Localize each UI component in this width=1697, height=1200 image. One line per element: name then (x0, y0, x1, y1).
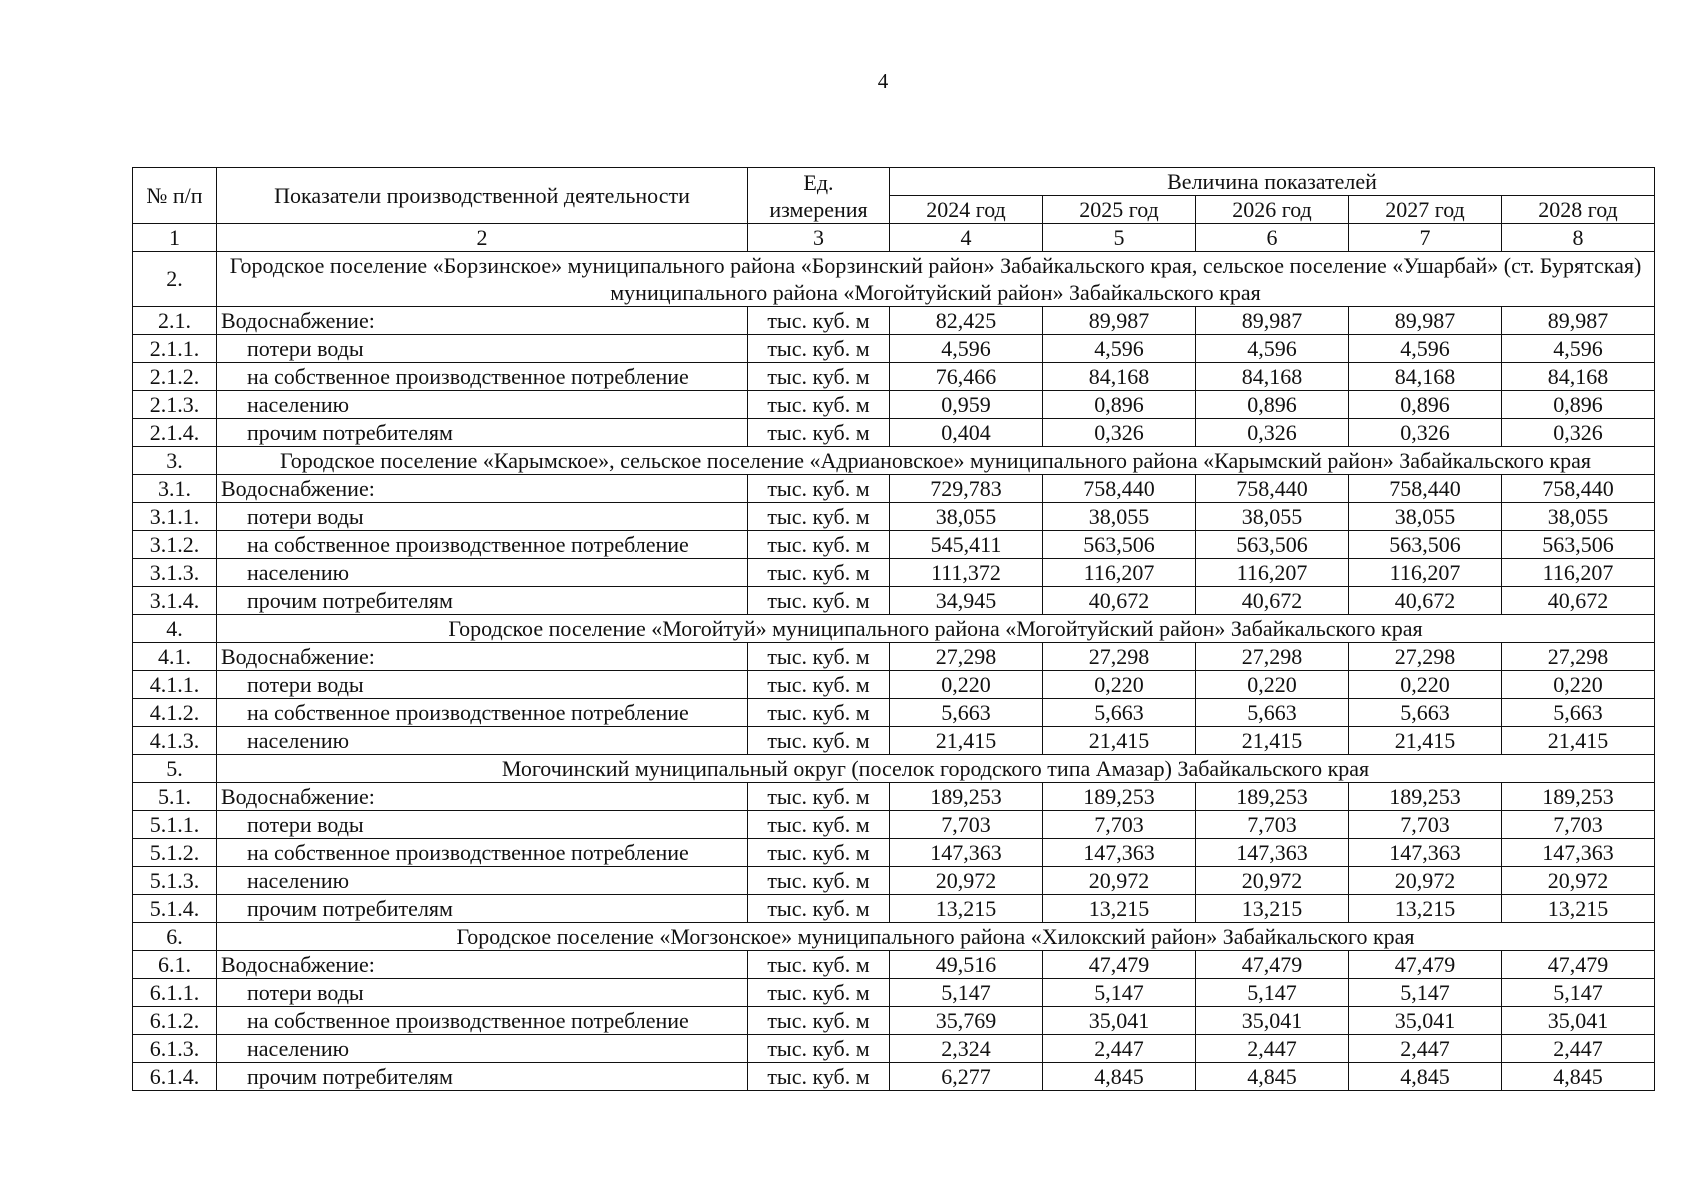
row-value: 35,769 (890, 1007, 1043, 1035)
column-number: 3 (748, 224, 890, 252)
row-value: 563,506 (1196, 531, 1349, 559)
row-value: 147,363 (1196, 839, 1349, 867)
table-row (133, 699, 1655, 727)
row-value: 758,440 (1196, 475, 1349, 503)
row-value: 27,298 (1196, 643, 1349, 671)
row-label: потери воды (217, 671, 748, 699)
row-value: 5,147 (1043, 979, 1196, 1007)
row-value: 84,168 (1349, 363, 1502, 391)
row-number: 5.1.4. (133, 895, 217, 923)
section-row (133, 923, 1655, 951)
table-row (133, 727, 1655, 755)
table-row (133, 839, 1655, 867)
row-unit: тыс. куб. м (748, 1063, 890, 1091)
row-value: 189,253 (890, 783, 1043, 811)
row-value: 0,326 (1502, 419, 1655, 447)
section-title: Городское поселение «Могзонское» муниципального района «Хилокский район» Забайкальского края (217, 923, 1655, 951)
row-number: 2.1.1. (133, 335, 217, 363)
section-number: 4. (133, 615, 217, 643)
row-value: 0,220 (890, 671, 1043, 699)
row-unit: тыс. куб. м (748, 783, 890, 811)
row-number: 6.1.4. (133, 1063, 217, 1091)
table-row (133, 867, 1655, 895)
row-value: 84,168 (1196, 363, 1349, 391)
row-value: 40,672 (1043, 587, 1196, 615)
table-row (133, 531, 1655, 559)
row-value: 27,298 (890, 643, 1043, 671)
row-unit: тыс. куб. м (748, 419, 890, 447)
table-row (133, 951, 1655, 979)
row-unit: тыс. куб. м (748, 867, 890, 895)
row-value: 27,298 (1043, 643, 1196, 671)
row-label: на собственное производственное потребление (217, 839, 748, 867)
row-number: 3.1. (133, 475, 217, 503)
row-value: 5,663 (1043, 699, 1196, 727)
row-number: 5.1.3. (133, 867, 217, 895)
row-label: прочим потребителям (217, 895, 748, 923)
table-row (133, 671, 1655, 699)
row-number: 6.1.2. (133, 1007, 217, 1035)
table-row (133, 363, 1655, 391)
row-number: 5.1. (133, 783, 217, 811)
row-value: 89,987 (1043, 307, 1196, 335)
row-number: 4.1.1. (133, 671, 217, 699)
row-value: 34,945 (890, 587, 1043, 615)
row-value: 563,506 (1043, 531, 1196, 559)
row-unit: тыс. куб. м (748, 727, 890, 755)
row-unit: тыс. куб. м (748, 559, 890, 587)
row-value: 2,324 (890, 1035, 1043, 1063)
row-value: 7,703 (1196, 811, 1349, 839)
table-row (133, 419, 1655, 447)
row-value: 47,479 (1502, 951, 1655, 979)
column-number: 5 (1043, 224, 1196, 252)
row-value: 38,055 (890, 503, 1043, 531)
row-unit: тыс. куб. м (748, 979, 890, 1007)
row-value: 84,168 (1502, 363, 1655, 391)
row-value: 5,147 (1349, 979, 1502, 1007)
row-value: 49,516 (890, 951, 1043, 979)
section-row (133, 447, 1655, 475)
row-value: 89,987 (1349, 307, 1502, 335)
row-value: 21,415 (1349, 727, 1502, 755)
row-number: 3.1.2. (133, 531, 217, 559)
row-value: 189,253 (1196, 783, 1349, 811)
table-row (133, 391, 1655, 419)
row-value: 5,147 (1196, 979, 1349, 1007)
row-unit: тыс. куб. м (748, 895, 890, 923)
indicator-table (132, 167, 1655, 1091)
row-value: 147,363 (890, 839, 1043, 867)
row-value: 21,415 (1196, 727, 1349, 755)
row-label: населению (217, 867, 748, 895)
row-value: 4,596 (1502, 335, 1655, 363)
row-value: 13,215 (1349, 895, 1502, 923)
row-value: 2,447 (1196, 1035, 1349, 1063)
row-label: на собственное производственное потребление (217, 1007, 748, 1035)
column-numbering-row (133, 224, 1655, 252)
row-number: 3.1.3. (133, 559, 217, 587)
row-value: 21,415 (1502, 727, 1655, 755)
header-unit: Ед. измерения (748, 168, 890, 224)
header-year: 2025 год (1043, 196, 1196, 224)
row-number: 6.1.3. (133, 1035, 217, 1063)
header-year: 2028 год (1502, 196, 1655, 224)
row-number: 4.1. (133, 643, 217, 671)
row-label: потери воды (217, 811, 748, 839)
row-value: 27,298 (1502, 643, 1655, 671)
row-unit: тыс. куб. м (748, 1007, 890, 1035)
row-unit: тыс. куб. м (748, 531, 890, 559)
row-label: Водоснабжение: (217, 475, 748, 503)
row-label: на собственное производственное потребление (217, 531, 748, 559)
row-number: 6.1.1. (133, 979, 217, 1007)
row-value: 40,672 (1196, 587, 1349, 615)
row-value: 545,411 (890, 531, 1043, 559)
section-title: Городское поселение «Могойтуй» муниципального района «Могойтуйский район» Забайкальского края (217, 615, 1655, 643)
row-value: 40,672 (1502, 587, 1655, 615)
row-value: 20,972 (1043, 867, 1196, 895)
header-row (133, 168, 1655, 196)
row-value: 0,326 (1043, 419, 1196, 447)
row-number: 2.1. (133, 307, 217, 335)
row-value: 111,372 (890, 559, 1043, 587)
row-value: 47,479 (1196, 951, 1349, 979)
row-value: 35,041 (1043, 1007, 1196, 1035)
header-year: 2026 год (1196, 196, 1349, 224)
row-value: 4,596 (1196, 335, 1349, 363)
column-number: 8 (1502, 224, 1655, 252)
row-unit: тыс. куб. м (748, 307, 890, 335)
header-values: Величина показателей (890, 168, 1655, 196)
row-value: 5,147 (890, 979, 1043, 1007)
row-number: 2.1.3. (133, 391, 217, 419)
row-value: 35,041 (1349, 1007, 1502, 1035)
table-row (133, 895, 1655, 923)
column-number: 1 (133, 224, 217, 252)
table-row (133, 307, 1655, 335)
row-value: 189,253 (1502, 783, 1655, 811)
header-number: № п/п (133, 168, 217, 224)
row-label: населению (217, 727, 748, 755)
row-number: 5.1.2. (133, 839, 217, 867)
header-year: 2024 год (890, 196, 1043, 224)
row-value: 2,447 (1502, 1035, 1655, 1063)
row-value: 5,663 (890, 699, 1043, 727)
row-value: 38,055 (1043, 503, 1196, 531)
section-number: 2. (133, 252, 217, 307)
row-value: 0,220 (1349, 671, 1502, 699)
row-unit: тыс. куб. м (748, 671, 890, 699)
row-number: 4.1.2. (133, 699, 217, 727)
row-unit: тыс. куб. м (748, 643, 890, 671)
row-value: 0,959 (890, 391, 1043, 419)
row-value: 758,440 (1043, 475, 1196, 503)
row-value: 38,055 (1196, 503, 1349, 531)
row-value: 4,596 (1043, 335, 1196, 363)
row-label: населению (217, 1035, 748, 1063)
table-row (133, 811, 1655, 839)
section-number: 3. (133, 447, 217, 475)
row-value: 0,326 (1196, 419, 1349, 447)
table-row (133, 1035, 1655, 1063)
row-unit: тыс. куб. м (748, 951, 890, 979)
row-value: 0,896 (1043, 391, 1196, 419)
row-value: 189,253 (1349, 783, 1502, 811)
row-value: 5,663 (1502, 699, 1655, 727)
header-indicator: Показатели производственной деятельности (217, 168, 748, 224)
row-value: 7,703 (1349, 811, 1502, 839)
row-value: 0,896 (1196, 391, 1349, 419)
section-number: 5. (133, 755, 217, 783)
row-value: 563,506 (1502, 531, 1655, 559)
row-number: 3.1.1. (133, 503, 217, 531)
row-unit: тыс. куб. м (748, 811, 890, 839)
column-number: 6 (1196, 224, 1349, 252)
row-unit: тыс. куб. м (748, 391, 890, 419)
table-row (133, 643, 1655, 671)
row-value: 7,703 (1043, 811, 1196, 839)
row-value: 35,041 (1502, 1007, 1655, 1035)
row-value: 0,220 (1502, 671, 1655, 699)
row-number: 6.1. (133, 951, 217, 979)
section-title: Городское поселение «Карымское», сельское поселение «Адриановское» муниципального района «Карымский район» Забайкальского края (217, 447, 1655, 475)
row-value: 84,168 (1043, 363, 1196, 391)
row-value: 7,703 (1502, 811, 1655, 839)
row-value: 47,479 (1043, 951, 1196, 979)
row-value: 4,596 (890, 335, 1043, 363)
row-value: 0,404 (890, 419, 1043, 447)
row-label: на собственное производственное потребление (217, 363, 748, 391)
row-value: 4,845 (1349, 1063, 1502, 1091)
row-value: 38,055 (1502, 503, 1655, 531)
row-value: 147,363 (1043, 839, 1196, 867)
row-value: 6,277 (890, 1063, 1043, 1091)
table-row (133, 1063, 1655, 1091)
row-value: 563,506 (1349, 531, 1502, 559)
row-value: 82,425 (890, 307, 1043, 335)
table-row (133, 587, 1655, 615)
row-label: прочим потребителям (217, 419, 748, 447)
row-unit: тыс. куб. м (748, 475, 890, 503)
row-number: 5.1.1. (133, 811, 217, 839)
row-value: 0,326 (1349, 419, 1502, 447)
row-number: 3.1.4. (133, 587, 217, 615)
row-value: 116,207 (1196, 559, 1349, 587)
row-value: 21,415 (1043, 727, 1196, 755)
row-unit: тыс. куб. м (748, 1035, 890, 1063)
row-unit: тыс. куб. м (748, 699, 890, 727)
row-value: 35,041 (1196, 1007, 1349, 1035)
row-label: потери воды (217, 503, 748, 531)
row-value: 2,447 (1349, 1035, 1502, 1063)
column-number: 7 (1349, 224, 1502, 252)
row-label: Водоснабжение: (217, 951, 748, 979)
row-number: 4.1.3. (133, 727, 217, 755)
row-value: 27,298 (1349, 643, 1502, 671)
row-unit: тыс. куб. м (748, 335, 890, 363)
row-unit: тыс. куб. м (748, 503, 890, 531)
row-value: 5,663 (1349, 699, 1502, 727)
table-row (133, 783, 1655, 811)
row-value: 7,703 (890, 811, 1043, 839)
column-number: 4 (890, 224, 1043, 252)
table-body (133, 168, 1655, 1091)
section-row (133, 755, 1655, 783)
table-row (133, 335, 1655, 363)
page-number: 4 (877, 69, 889, 93)
table-row (133, 1007, 1655, 1035)
column-number: 2 (217, 224, 748, 252)
row-unit: тыс. куб. м (748, 363, 890, 391)
table-row (133, 475, 1655, 503)
row-value: 47,479 (1349, 951, 1502, 979)
row-value: 116,207 (1502, 559, 1655, 587)
row-value: 5,663 (1196, 699, 1349, 727)
row-value: 4,596 (1349, 335, 1502, 363)
row-value: 116,207 (1043, 559, 1196, 587)
row-value: 189,253 (1043, 783, 1196, 811)
row-unit: тыс. куб. м (748, 587, 890, 615)
row-label: прочим потребителям (217, 1063, 748, 1091)
row-value: 0,896 (1349, 391, 1502, 419)
row-value: 0,220 (1196, 671, 1349, 699)
row-value: 40,672 (1349, 587, 1502, 615)
row-number: 2.1.2. (133, 363, 217, 391)
row-value: 89,987 (1502, 307, 1655, 335)
row-value: 4,845 (1043, 1063, 1196, 1091)
section-row (133, 252, 1655, 307)
row-label: на собственное производственное потребление (217, 699, 748, 727)
row-value: 20,972 (1196, 867, 1349, 895)
row-value: 13,215 (1043, 895, 1196, 923)
row-value: 21,415 (890, 727, 1043, 755)
row-value: 147,363 (1349, 839, 1502, 867)
row-unit: тыс. куб. м (748, 839, 890, 867)
row-value: 4,845 (1502, 1063, 1655, 1091)
row-value: 758,440 (1349, 475, 1502, 503)
row-value: 758,440 (1502, 475, 1655, 503)
row-label: потери воды (217, 335, 748, 363)
table-row (133, 503, 1655, 531)
row-value: 0,220 (1043, 671, 1196, 699)
section-title: Городское поселение «Борзинское» муниципального района «Борзинский район» Забайкальского края, сельское поселение «Ушарбай» (ст. Бурятская) муниципального района «Могойтуйский район» Забайкальского края (217, 252, 1655, 307)
row-label: населению (217, 391, 748, 419)
row-number: 2.1.4. (133, 419, 217, 447)
row-value: 13,215 (1196, 895, 1349, 923)
header-year: 2027 год (1349, 196, 1502, 224)
row-value: 2,447 (1043, 1035, 1196, 1063)
section-title: Могочинский муниципальный округ (поселок городского типа Амазар) Забайкальского края (217, 755, 1655, 783)
table-row (133, 979, 1655, 1007)
row-value: 20,972 (1502, 867, 1655, 895)
row-value: 729,783 (890, 475, 1043, 503)
row-value: 0,896 (1502, 391, 1655, 419)
row-value: 38,055 (1349, 503, 1502, 531)
row-value: 76,466 (890, 363, 1043, 391)
row-label: потери воды (217, 979, 748, 1007)
row-value: 5,147 (1502, 979, 1655, 1007)
row-value: 20,972 (1349, 867, 1502, 895)
row-label: Водоснабжение: (217, 783, 748, 811)
row-value: 147,363 (1502, 839, 1655, 867)
row-label: прочим потребителям (217, 587, 748, 615)
row-value: 20,972 (890, 867, 1043, 895)
section-row (133, 615, 1655, 643)
row-value: 116,207 (1349, 559, 1502, 587)
row-value: 13,215 (890, 895, 1043, 923)
row-value: 89,987 (1196, 307, 1349, 335)
row-label: Водоснабжение: (217, 307, 748, 335)
row-value: 13,215 (1502, 895, 1655, 923)
row-value: 4,845 (1196, 1063, 1349, 1091)
row-label: Водоснабжение: (217, 643, 748, 671)
table-row (133, 559, 1655, 587)
row-label: населению (217, 559, 748, 587)
section-number: 6. (133, 923, 217, 951)
